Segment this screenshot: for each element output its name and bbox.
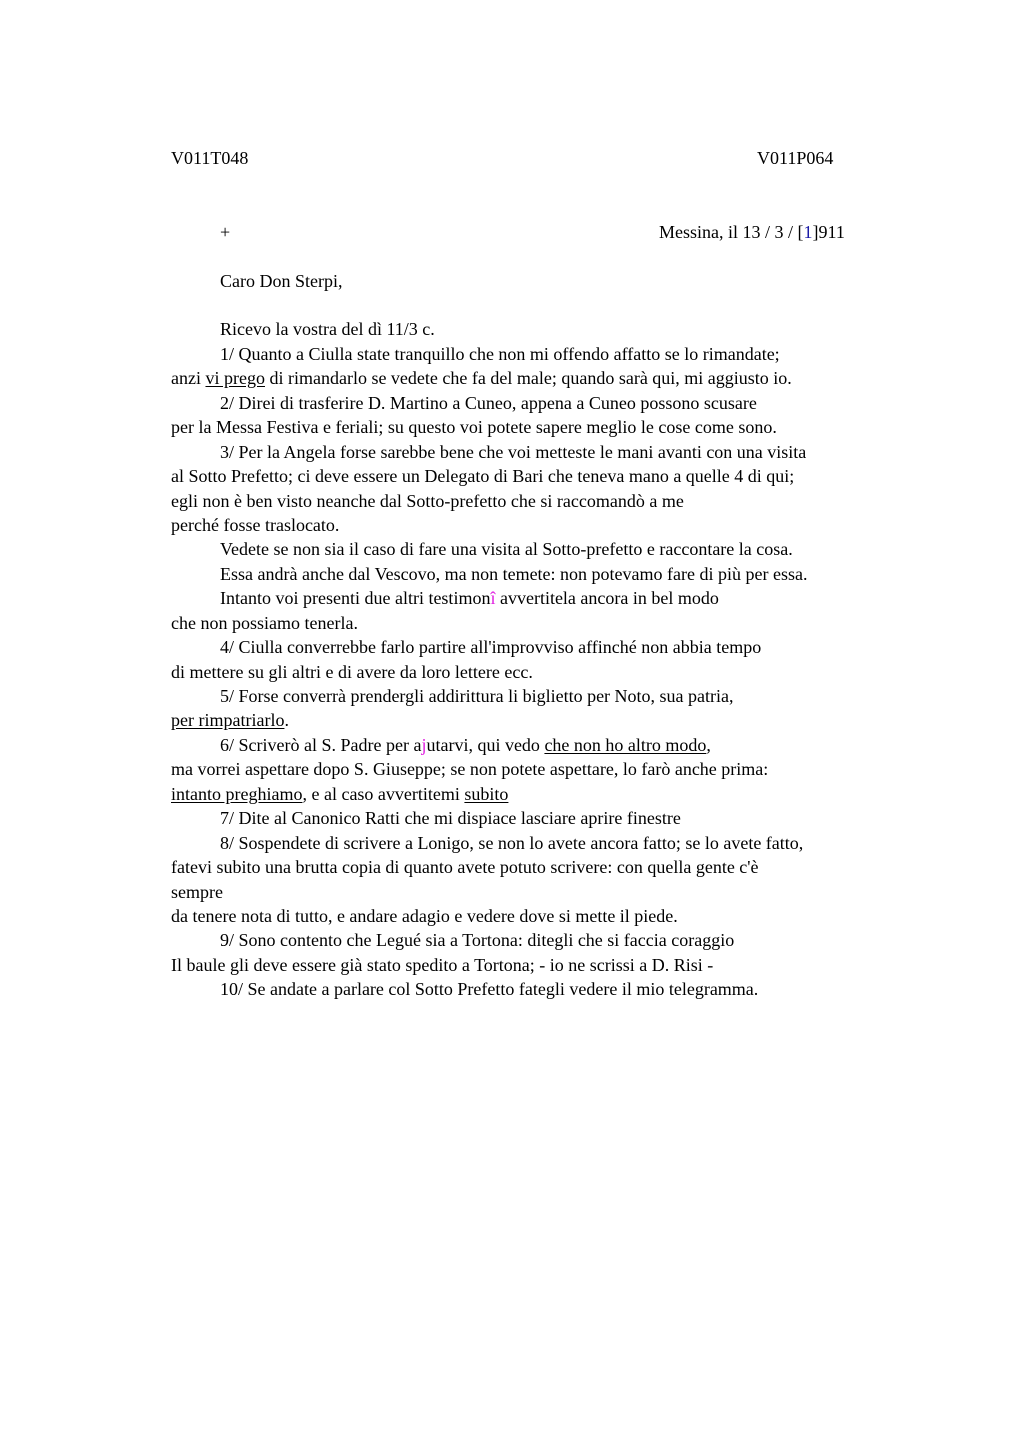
text-span: di rimandarlo se vedete che fa del male; quando sarà qui, mi aggiusto io.	[264, 368, 792, 388]
point-3-line-1: 3/ Per la Angela forse sarebbe bene che voi metteste le mani avanti con una visita	[220, 442, 807, 462]
point-6-line-2: ma vorrei aspettare dopo S. Giuseppe; se non potete aspettare, lo farò anche prima:	[171, 759, 769, 779]
underlined-text: vi prego	[205, 368, 265, 388]
bracket-open: [	[797, 222, 804, 242]
text-span: anzi	[171, 368, 206, 388]
underlined-text: intanto preghiamo	[171, 784, 303, 804]
point-2-line-2: per la Messa Festiva e feriali; su questo voi potete sapere meglio le cose come sono.	[171, 417, 777, 437]
point-8-line-3: sempre	[171, 882, 223, 902]
point-9-line-2: Il baule gli deve essere già stato spedito a Tortona; - io ne scrissi a D. Risi -	[171, 955, 714, 975]
text-span: .	[284, 710, 289, 730]
text-span: utarvi, qui vedo	[426, 735, 545, 755]
salutation: Caro Don Sterpi,	[220, 271, 343, 291]
point-3-line-4: perché fosse traslocato.	[171, 515, 340, 535]
text-span: 6/ Scriverò al S. Padre per a	[220, 735, 422, 755]
point-3-line-7	[220, 587, 719, 609]
point-9-line-1: 9/ Sono contento che Legué sia a Tortona: ditegli che si faccia coraggio	[220, 930, 735, 950]
point-1-line-2	[171, 367, 792, 389]
bracket-digit: 1	[803, 222, 813, 242]
point-3-line-2: al Sotto Prefetto; ci deve essere un Delegato di Bari che teneva mano a quelle 4 di qui;	[171, 466, 795, 486]
cross-mark: +	[220, 222, 231, 242]
point-5-line-2	[171, 709, 289, 731]
place-date-prefix: Messina, il 13 / 3 /	[659, 222, 798, 242]
underlined-text: che non ho altro modo	[544, 735, 707, 755]
point-6-line-3	[171, 783, 508, 805]
point-1-line-1: 1/ Quanto a Ciulla state tranquillo che non mi offendo affatto se lo rimandate;	[220, 344, 780, 364]
point-3-line-3: egli non è ben visto neanche dal Sotto-prefetto che si raccomandò a me	[171, 491, 684, 511]
point-8-line-1: 8/ Sospendete di scrivere a Lonigo, se non lo avete ancora fatto; se lo avete fatto,	[220, 833, 804, 853]
point-4-line-2: di mettere su gli altri e di avere da loro lettere ecc.	[171, 662, 533, 682]
point-4-line-1: 4/ Ciulla converrebbe farlo partire all'improvviso affinché non abbia tempo	[220, 637, 762, 657]
text-span: Intanto voi presenti due altri testimon	[220, 588, 491, 608]
text-span: avvertitela ancora in bel modo	[495, 588, 719, 608]
underlined-text: per rimpatriarlo	[171, 710, 285, 730]
point-3-line-8: che non possiamo tenerla.	[171, 613, 358, 633]
highlight-char: î	[490, 588, 496, 608]
bracket-close: ]	[812, 222, 819, 242]
highlight-char: j	[421, 735, 427, 755]
document-code-left: V011T048	[171, 148, 249, 168]
text-span: , e al caso avvertitemi	[302, 784, 465, 804]
point-3-line-5: Vedete se non sia il caso di fare una visita al Sotto-prefetto e raccontare la cosa.	[220, 539, 793, 559]
point-5-line-1: 5/ Forse converrà prendergli addirittura li biglietto per Noto, sua patria,	[220, 686, 734, 706]
year-rest: 911	[818, 222, 845, 242]
underlined-text: subito	[464, 784, 509, 804]
document-code-right: V011P064	[757, 148, 834, 168]
point-3-line-6: Essa andrà anche dal Vescovo, ma non temete: non potevamo fare di più per essa.	[220, 564, 808, 584]
point-7-line-1: 7/ Dite al Canonico Ratti che mi dispiace lasciare aprire finestre	[220, 808, 681, 828]
point-8-line-4: da tenere nota di tutto, e andare adagio e vedere dove si mette il piede.	[171, 906, 678, 926]
point-6-line-1	[220, 734, 711, 756]
point-8-line-2: fatevi subito una brutta copia di quanto avete potuto scrivere: con quella gente c'è	[171, 857, 759, 877]
place-date	[659, 221, 845, 243]
text-span: ,	[706, 735, 711, 755]
point-10-line-1: 10/ Se andate a parlare col Sotto Prefetto fategli vedere il mio telegramma.	[220, 979, 759, 999]
point-2-line-1: 2/ Direi di trasferire D. Martino a Cuneo, appena a Cuneo possono scusare	[220, 393, 757, 413]
opening-line: Ricevo la vostra del dì 11/3 c.	[220, 319, 435, 339]
